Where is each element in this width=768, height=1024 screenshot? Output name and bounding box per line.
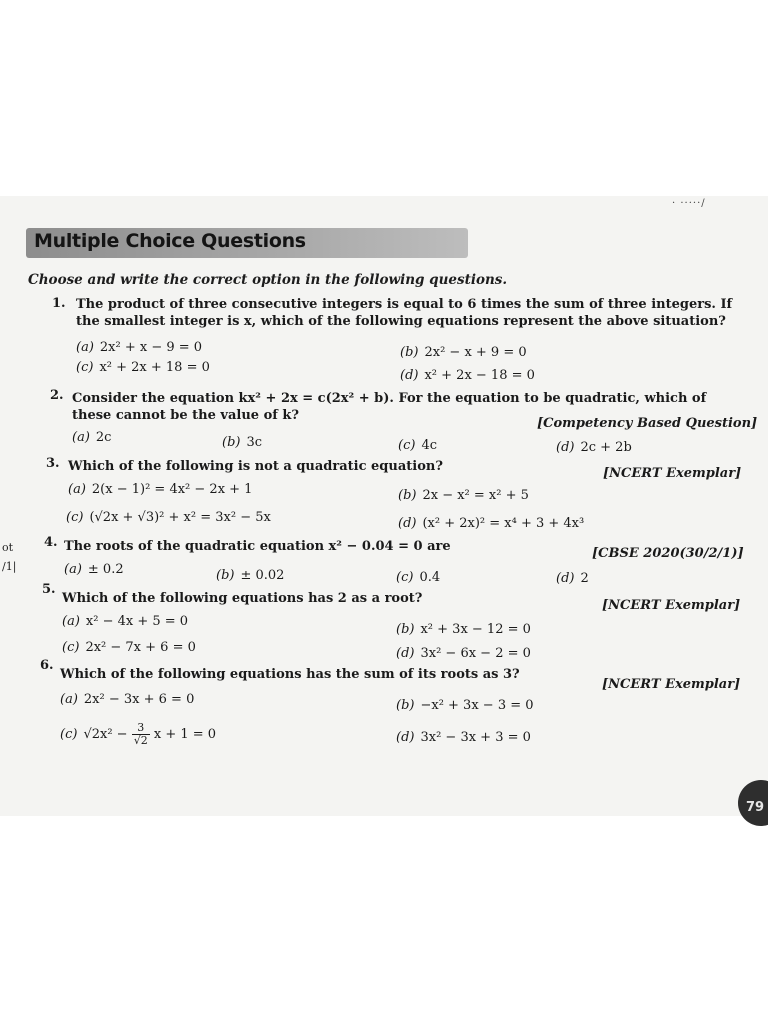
- option-a: (a) x² − 4x + 5 = 0: [62, 614, 189, 629]
- option-c: (c) 2x² − 7x + 6 = 0: [62, 640, 196, 655]
- question-number: 2.: [50, 388, 64, 403]
- option-b: (b) 2x − x² = x² + 5: [398, 488, 529, 503]
- corner-mark: · ·····/: [672, 198, 706, 209]
- option-a: (a) 2c: [72, 430, 112, 445]
- option-c: (c) (√2x + √3)² + x² = 3x² − 5x: [66, 510, 271, 525]
- question-number: 3.: [46, 456, 60, 471]
- option-a: (a) 2(x − 1)² = 4x² − 2x + 1: [68, 482, 253, 497]
- option-b: (b) 3c: [222, 435, 263, 450]
- source-tag: [Competency Based Question]: [537, 416, 758, 431]
- question-number: 1.: [52, 296, 66, 311]
- margin-fragment: ot: [2, 541, 14, 554]
- source-tag: [NCERT Exemplar]: [602, 598, 741, 613]
- question-text: Which of the following equations has the sum of its roots as 3?: [60, 667, 520, 682]
- source-tag: [NCERT Exemplar]: [602, 677, 741, 692]
- section-banner: [26, 228, 468, 258]
- option-c: (c) 0.4: [396, 570, 441, 585]
- option-b: (b) ± 0.02: [216, 568, 285, 583]
- question-text: Which of the following is not a quadratic equation?: [68, 459, 443, 474]
- question-number: 5.: [42, 582, 56, 597]
- instruction-text: Choose and write the correct option in the following questions.: [28, 272, 508, 288]
- option-b: (b) 2x² − x + 9 = 0: [400, 345, 527, 360]
- option-d: (d) x² + 2x − 18 = 0: [400, 368, 535, 383]
- option-a: (a) 2x² − 3x + 6 = 0: [60, 692, 195, 707]
- option-a: (a) 2x² + x − 9 = 0: [76, 340, 203, 355]
- page-number: 79: [746, 800, 765, 815]
- option-c: (c) x² + 2x + 18 = 0: [76, 360, 210, 375]
- question-text: The product of three consecutive integers is equal to 6 times the sum of three integers. If the smallest integer is x, which of the following equations represent the above situation?: [76, 297, 733, 329]
- question-number: 6.: [40, 658, 54, 673]
- option-d: (d) 3x² − 3x + 3 = 0: [396, 730, 531, 745]
- question-text: Consider the equation kx² + 2x = c(2x² + b). For the equation to be quadratic, which of these cannot be the value of k?: [72, 391, 707, 423]
- option-d: (d) (x² + 2x)² = x⁴ + 3 + 4x³: [398, 516, 585, 531]
- option-d: (d) 2c + 2b: [556, 440, 632, 455]
- option-c: (c) 4c: [398, 438, 437, 453]
- question-number: 4.: [44, 535, 58, 550]
- margin-fragment: /1|: [2, 560, 17, 573]
- option-a: (a) ± 0.2: [64, 562, 124, 577]
- question-text: The roots of the quadratic equation x² − 0.04 = 0 are: [64, 539, 451, 554]
- fraction: $\frac{3}{√2}$: [133, 721, 148, 747]
- source-tag: [NCERT Exemplar]: [603, 466, 742, 481]
- question-text: Which of the following equations has 2 as a root?: [62, 591, 423, 606]
- option-d: (d) 2: [556, 571, 589, 586]
- source-tag: [CBSE 2020(30/2/1)]: [592, 546, 744, 561]
- option-c: (c) √2x² − $\frac{3}{√2}$ x + 1 = 0: [60, 721, 217, 747]
- option-b: (b) −x² + 3x − 3 = 0: [396, 698, 534, 713]
- option-b: (b) x² + 3x − 12 = 0: [396, 622, 531, 637]
- section-title: Multiple Choice Questions: [34, 230, 306, 252]
- option-d: (d) 3x² − 6x − 2 = 0: [396, 646, 531, 661]
